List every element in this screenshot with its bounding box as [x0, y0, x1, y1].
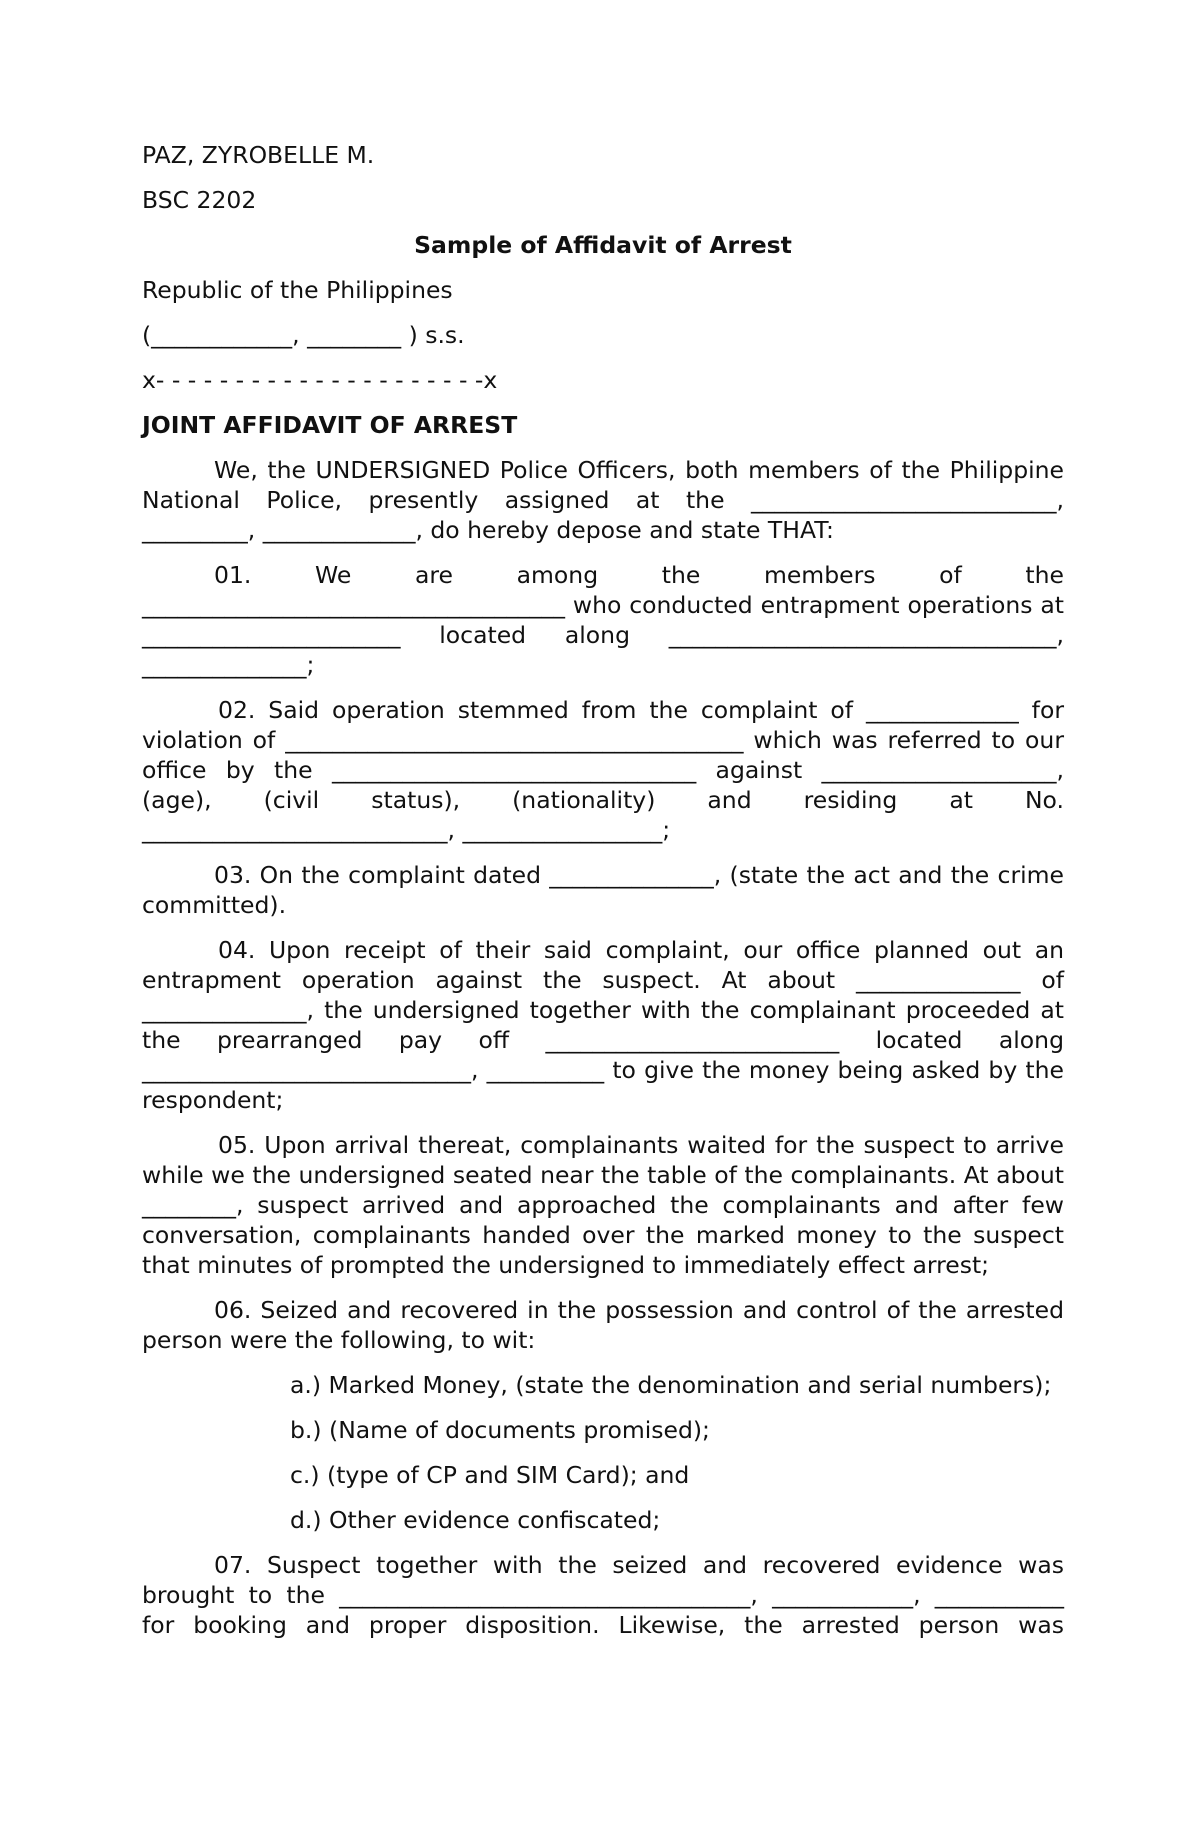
venue-ss-line: (____________, ________ ) s.s.	[142, 321, 465, 349]
paragraph-06: 06. Seized and recovered in the possession and control of the arrested person were the following, to wit:	[142, 1296, 1064, 1354]
intro-paragraph: We, the UNDERSIGNED Police Officers, both members of the Philippine National Police, presently assigned at the __________________________, _________, _____________, do hereby depose and state THAT:	[142, 456, 1064, 544]
author-name: PAZ, ZYROBELLE M.	[142, 141, 375, 169]
paragraph-02: 02. Said operation stemmed from the complaint of _____________ for violation of _______________________________________ which was referred to our office by the _______________________________ against ____________________, (age), (civil status), (nationality) and residing at No. __________________________, _________________;	[142, 696, 1064, 844]
separator-line: x- - - - - - - - - - - - - - - - - - - - -x	[142, 366, 498, 394]
affidavit-title: JOINT AFFIDAVIT OF ARREST	[142, 411, 518, 439]
country-line: Republic of the Philippines	[142, 276, 453, 304]
evidence-item-d: d.) Other evidence confiscated;	[290, 1506, 661, 1534]
evidence-item-b: b.) (Name of documents promised);	[290, 1416, 710, 1444]
course-section: BSC 2202	[142, 186, 257, 214]
paragraph-07: 07. Suspect together with the seized and recovered evidence was brought to the ___________________________________, ____________, ___________ for booking and proper disposition. Likewise, the arrested person was	[142, 1551, 1064, 1639]
paragraph-03: 03. On the complaint dated ______________, (state the act and the crime committed).	[142, 861, 1064, 919]
paragraph-01: 01. We are among the members of the ____________________________________ who conducted entrapment operations at ______________________ located along _________________________________, ______________;	[142, 561, 1064, 679]
evidence-item-a: a.) Marked Money, (state the denomination and serial numbers);	[290, 1371, 1052, 1399]
paragraph-04: 04. Upon receipt of their said complaint, our office planned out an entrapment operation against the suspect. At about ______________ of ______________, the undersigned together with the complainant proceeded at the prearranged pay off _________________________ located along ____________________________, __________ to give the money being asked by the respondent;	[142, 936, 1064, 1114]
affidavit-page	[142, 140, 1064, 1640]
paragraph-05: 05. Upon arrival thereat, complainants waited for the suspect to arrive while we the undersigned seated near the table of the complainants. At about ________, suspect arrived and approached the complainants and after few conversation, complainants handed over the marked money to the suspect that minutes of prompted the undersigned to immediately effect arrest;	[142, 1131, 1064, 1279]
evidence-item-c: c.) (type of CP and SIM Card); and	[290, 1461, 690, 1489]
document-heading: Sample of Affidavit of Arrest	[414, 231, 792, 259]
